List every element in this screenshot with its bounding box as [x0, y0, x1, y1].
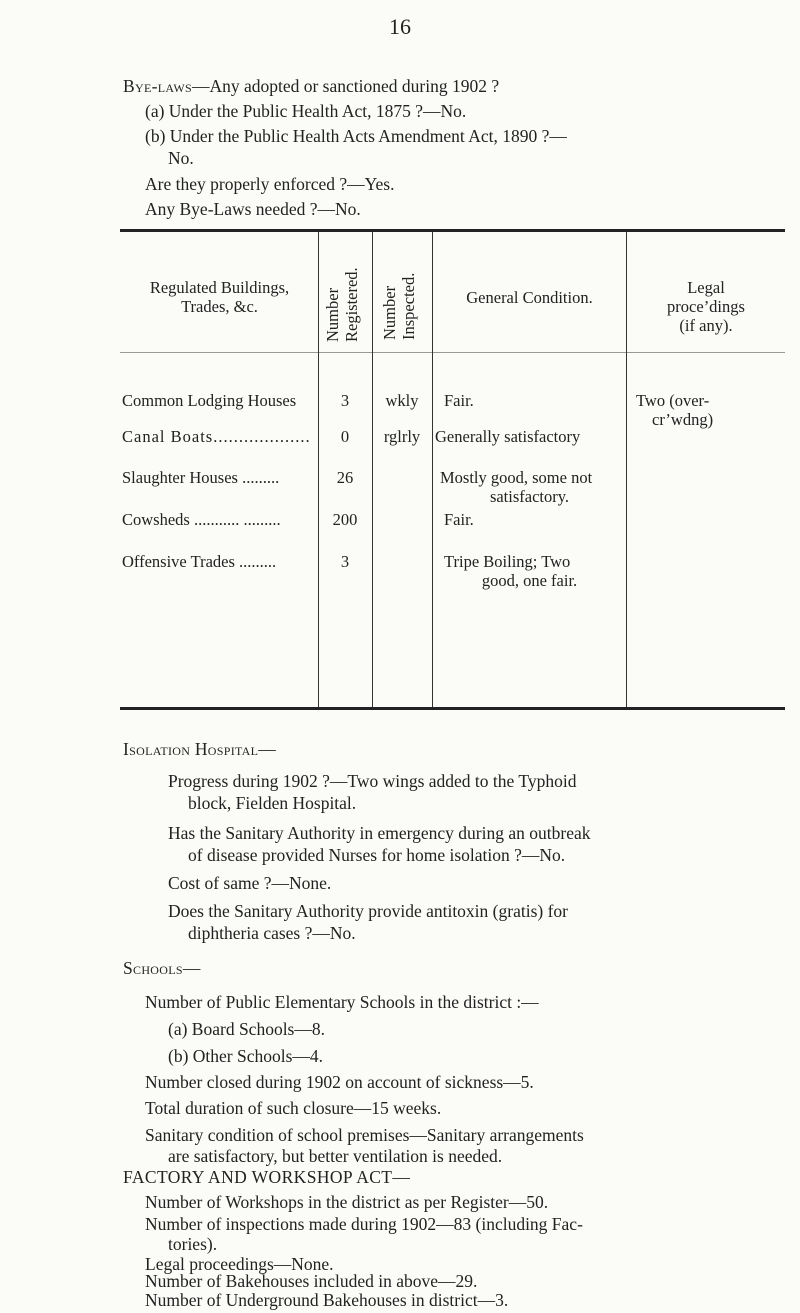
row-condition-cont: satisfactory. [489, 487, 570, 506]
row-registered: 200 [332, 510, 358, 529]
schools-heading: Schools— [123, 958, 201, 978]
schools-number: Number of Public Elementary Schools in the district :— [145, 992, 539, 1012]
column-divider [372, 232, 373, 707]
header-legal-proceedings: Legal proce’dings (if any). [667, 278, 745, 335]
isolation-cost: Cost of same ?—None. [168, 873, 332, 893]
table-header-rule [120, 352, 785, 353]
row-name: Slaughter Houses ......... [122, 468, 280, 487]
byelaws-heading: Bye-laws [123, 76, 192, 96]
row-condition-cont: good, one fair. [481, 571, 578, 590]
isolation-antitoxin-line1: Does the Sanitary Authority provide antitoxin (gratis) for [168, 901, 568, 921]
byelaws-question: —Any adopted or sanctioned during 1902 ? [191, 76, 500, 96]
schools-closed: Number closed during 1902 on account of sickness—5. [145, 1072, 534, 1092]
table-top-rule [120, 229, 785, 232]
byelaws-a: (a) Under the Public Health Act, 1875 ?—No. [145, 101, 467, 121]
table-bottom-rule [120, 707, 785, 710]
isolation-nurses-line1: Has the Sanitary Authority in emergency during an outbreak [168, 823, 591, 843]
factory-legal: Legal proceedings—None. [145, 1254, 334, 1274]
byelaws-b-line2: No. [168, 148, 194, 168]
row-legal-cont: cr’wdng) [652, 410, 714, 429]
header-number-registered: Number Registered. [323, 267, 361, 342]
header-number-inspected: Number Inspected. [380, 272, 418, 340]
row-condition: Mostly good, some not [440, 468, 593, 487]
row-condition: Tripe Boiling; Two [444, 552, 571, 571]
row-inspected: wkly [385, 391, 419, 410]
factory-inspections-line2: tories). [168, 1234, 218, 1254]
row-registered: 3 [340, 391, 350, 410]
schools-duration: Total duration of such closure—15 weeks. [145, 1098, 442, 1118]
page-number: 16 [389, 14, 411, 39]
isolation-heading: Isolation Hospital— [123, 739, 277, 759]
byelaws-question-line [123, 75, 499, 97]
isolation-progress-line1: Progress during 1902 ?—Two wings added to the Typhoid [168, 771, 577, 791]
byelaws-enforced: Are they properly enforced ?—Yes. [145, 174, 395, 194]
row-name: Cowsheds ........... ......... [122, 510, 281, 529]
schools-sanitary-line2: are satisfactory, but better ventilation is needed. [168, 1146, 503, 1166]
byelaws-needed: Any Bye-Laws needed ?—No. [145, 199, 361, 219]
factory-inspections-line1: Number of inspections made during 1902—83 (including Fac- [145, 1214, 583, 1234]
row-condition: Fair. [444, 510, 474, 529]
isolation-progress-line2: block, Fielden Hospital. [188, 793, 357, 813]
header-regulated-buildings: Regulated Buildings, Trades, &c. [149, 278, 290, 316]
header-general-condition: General Condition. [466, 288, 593, 307]
isolation-antitoxin-line2: diphtheria cases ?—No. [188, 923, 356, 943]
row-inspected: rglrly [383, 427, 421, 446]
schools-board: (a) Board Schools—8. [168, 1019, 325, 1039]
row-name: Offensive Trades ......... [122, 552, 277, 571]
factory-underground: Number of Underground Bakehouses in district—3. [145, 1290, 509, 1310]
row-registered: 26 [336, 468, 354, 487]
byelaws-b-line1: (b) Under the Public Health Acts Amendment Act, 1890 ?— [145, 126, 567, 146]
row-registered: 3 [340, 552, 350, 571]
factory-heading: FACTORY AND WORKSHOP ACT— [123, 1167, 411, 1187]
row-name: Canal Boats................... [122, 427, 311, 446]
isolation-nurses-line2: of disease provided Nurses for home isolation ?—No. [188, 845, 566, 865]
row-condition: Fair. [444, 391, 474, 410]
row-name: Common Lodging Houses [122, 391, 297, 410]
factory-workshops: Number of Workshops in the district as per Register—50. [145, 1192, 549, 1212]
factory-bakehouses: Number of Bakehouses included in above—29. [145, 1271, 478, 1291]
row-legal: Two (over- [636, 391, 710, 410]
row-registered: 0 [340, 427, 350, 446]
row-condition: Generally satisfactory [435, 427, 581, 446]
schools-sanitary-line1: Sanitary condition of school premises—Sanitary arrangements [145, 1125, 584, 1145]
schools-other: (b) Other Schools—4. [168, 1046, 324, 1066]
